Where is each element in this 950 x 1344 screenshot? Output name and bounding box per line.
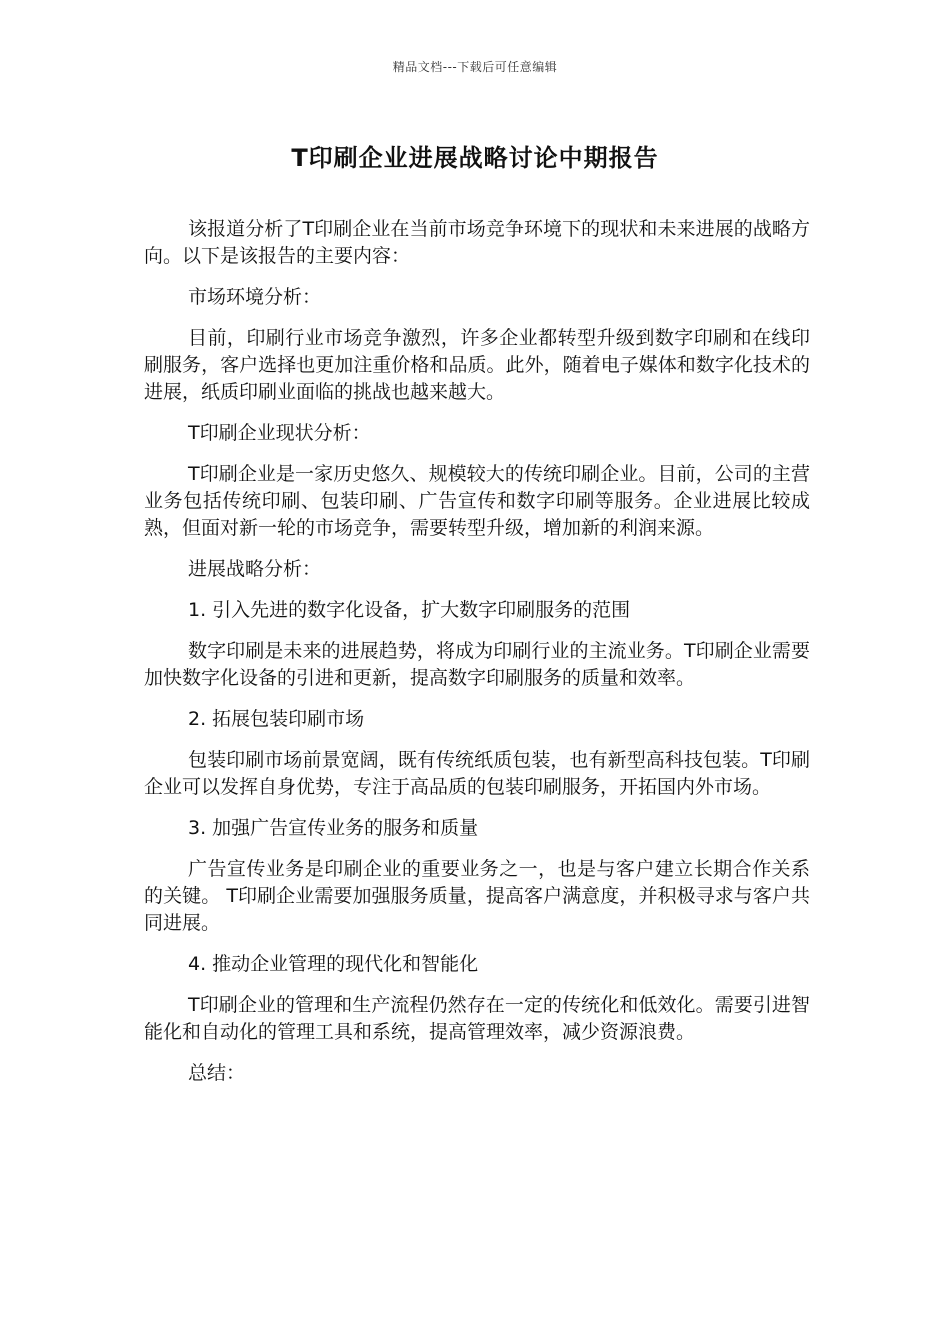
- strategy-item-4-heading: 4. 推动企业管理的现代化和智能化: [188, 953, 479, 975]
- strategy-item-3-paragraph: 广告宣传业务是印刷企业的重要业务之一，也是与客户建立长期合作关系的关键。 T印刷企业需要加强服务质量，提高客户满意度，并积极寻求与客户共同进展。: [144, 858, 810, 934]
- strategy-item-2-paragraph: 包装印刷市场前景宽阔，既有传统纸质包装，也有新型高科技包装。T印刷企业可以发挥自身优势，专注于高品质的包装印刷服务，开拓国内外市场。: [144, 749, 810, 798]
- document-title: T印刷企业进展战略讨论中期报告: [291, 144, 659, 172]
- strategy-item-1-heading: 1. 引入先进的数字化设备，扩大数字印刷服务的范围: [188, 599, 631, 621]
- section-heading-strategy: 进展战略分析：: [188, 558, 322, 580]
- intro-paragraph: 该报道分析了T印刷企业在当前市场竞争环境下的现状和未来进展的战略方向。以下是该报告的主要内容：: [144, 218, 810, 267]
- market-paragraph: 目前，印刷行业市场竞争激烈，许多企业都转型升级到数字印刷和在线印刷服务，客户选择也更加注重价格和品质。此外，随着电子媒体和数字化技术的进展，纸质印刷业面临的挑战也越来越大。: [144, 327, 810, 403]
- status-paragraph: T印刷企业是一家历史悠久、规模较大的传统印刷企业。目前，公司的主营业务包括传统印刷、包装印刷、广告宣传和数字印刷等服务。企业进展比较成熟，但面对新一轮的市场竞争，需要转型升级，增加新的利润来源。: [144, 463, 810, 539]
- strategy-item-3-heading: 3. 加强广告宣传业务的服务和质量: [188, 817, 479, 839]
- section-heading-summary: 总结：: [188, 1062, 246, 1084]
- section-heading-status: T印刷企业现状分析：: [188, 422, 371, 444]
- strategy-item-1-paragraph: 数字印刷是未来的进展趋势，将成为印刷行业的主流业务。T印刷企业需要加快数字化设备的引进和更新，提高数字印刷服务的质量和效率。: [144, 640, 810, 689]
- strategy-item-2-heading: 2. 拓展包装印刷市场: [188, 708, 365, 730]
- document-body: [144, 216, 810, 1101]
- header-note: 精品文档---下载后可任意编辑: [392, 60, 558, 74]
- section-heading-market: 市场环境分析：: [188, 286, 322, 308]
- strategy-item-4-paragraph: T印刷企业的管理和生产流程仍然存在一定的传统化和低效化。需要引进智能化和自动化的管理工具和系统，提高管理效率，减少资源浪费。: [144, 994, 810, 1043]
